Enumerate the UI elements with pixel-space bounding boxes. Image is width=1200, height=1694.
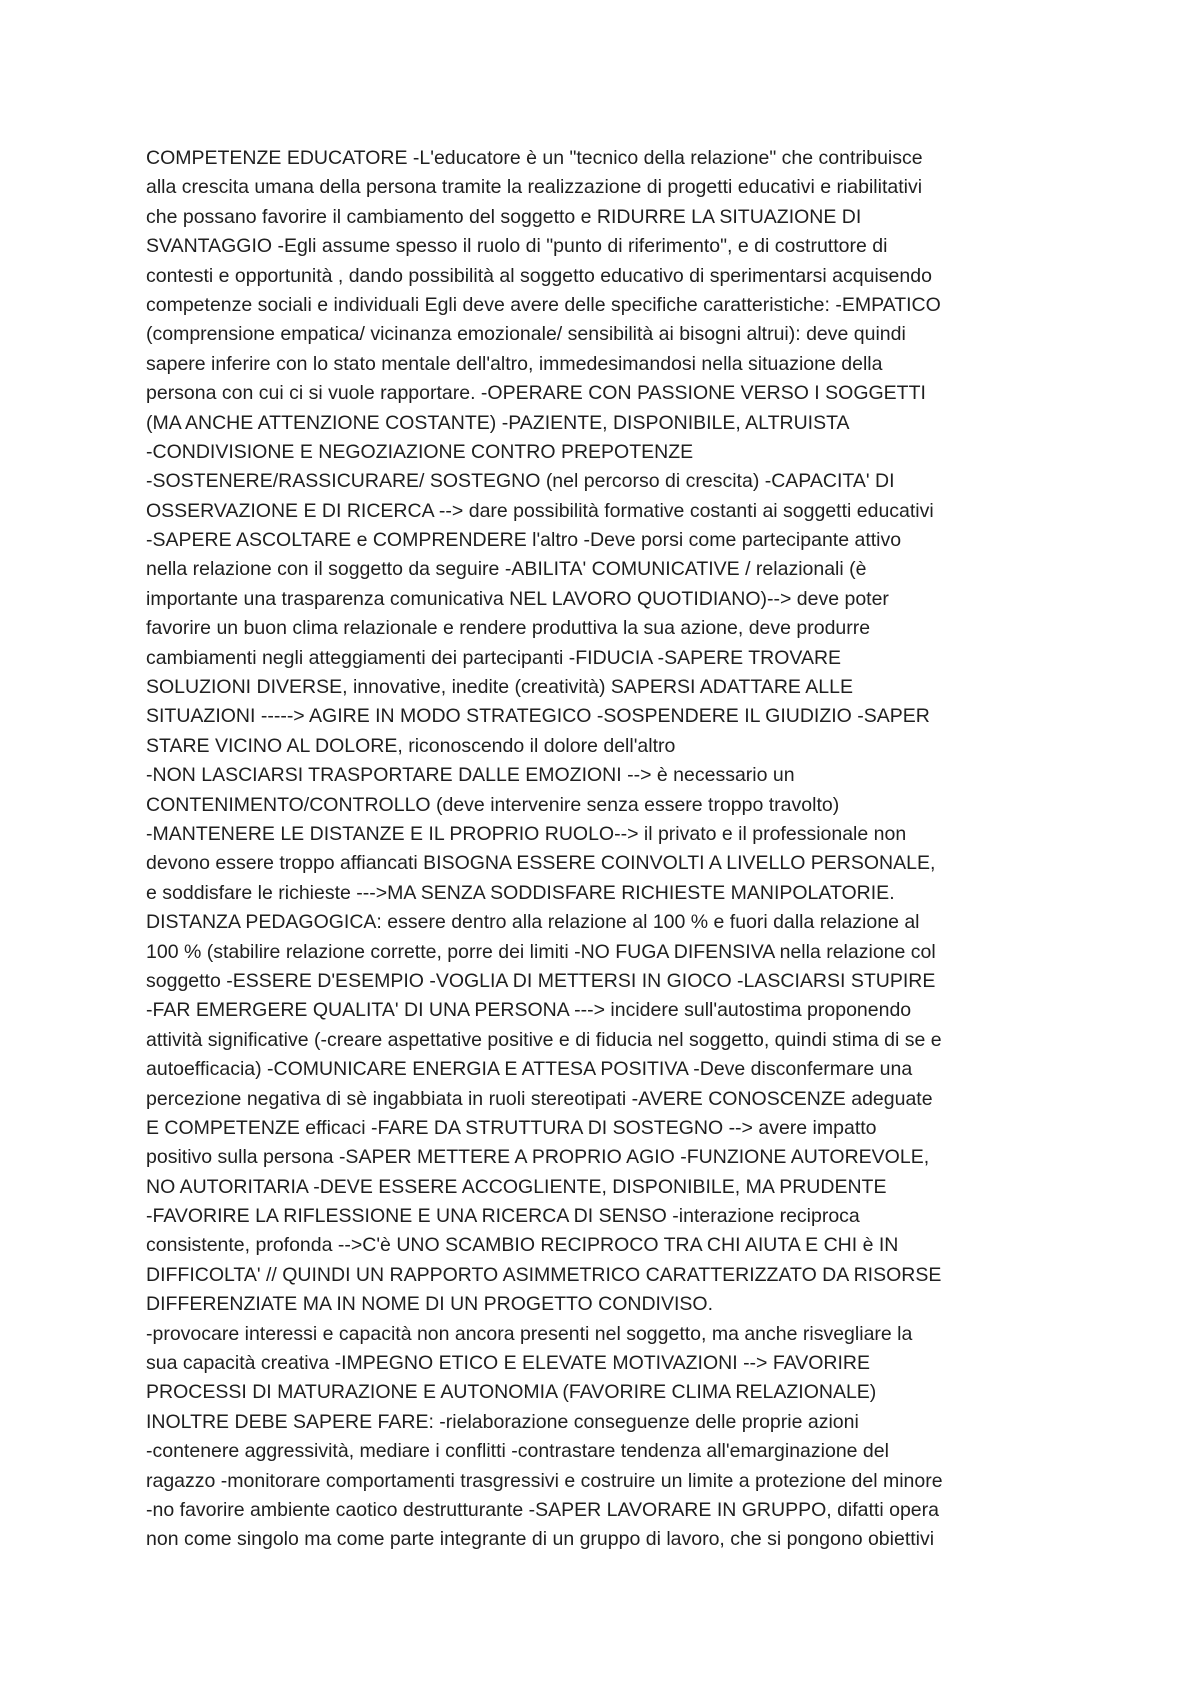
- text-line: -SOSTENERE/RASSICURARE/ SOSTEGNO (nel percorso di crescita) -CAPACITA' DI: [146, 470, 895, 493]
- text-line: PROCESSI DI MATURAZIONE E AUTONOMIA (FAVORIRE CLIMA RELAZIONALE): [146, 1381, 877, 1404]
- text-line: persona con cui ci si vuole rapportare. -OPERARE CON PASSIONE VERSO I SOGGETTI: [146, 382, 926, 405]
- text-line: percezione negativa di sè ingabbiata in ruoli stereotipati -AVERE CONOSCENZE adeguate: [146, 1087, 933, 1110]
- text-line: e soddisfare le richieste --->MA SENZA SODDISFARE RICHIESTE MANIPOLATORIE.: [146, 881, 895, 904]
- text-line: OSSERVAZIONE E DI RICERCA --> dare possibilità formative costanti ai soggetti educativi: [146, 499, 934, 522]
- text-line: NO AUTORITARIA -DEVE ESSERE ACCOGLIENTE, DISPONIBILE, MA PRUDENTE: [146, 1175, 887, 1198]
- text-line: SITUAZIONI -----> AGIRE IN MODO STRATEGICO -SOSPENDERE IL GIUDIZIO -SAPER: [146, 705, 930, 728]
- text-line: DIFFICOLTA' // QUINDI UN RAPPORTO ASIMMETRICO CARATTERIZZATO DA RISORSE: [146, 1263, 942, 1286]
- text-line: CONTENIMENTO/CONTROLLO (deve intervenire senza essere troppo travolto): [146, 793, 840, 816]
- text-line: E COMPETENZE efficaci -FARE DA STRUTTURA DI SOSTEGNO --> avere impatto: [146, 1116, 877, 1139]
- text-line: autoefficacia) -COMUNICARE ENERGIA E ATTESA POSITIVA -Deve disconfermare una: [146, 1058, 913, 1081]
- text-line: ragazzo -monitorare comportamenti trasgressivi e costruire un limite a protezione del minore: [146, 1469, 943, 1492]
- text-line: COMPETENZE EDUCATORE -L'educatore è un "tecnico della relazione" che contribuisce: [146, 147, 923, 169]
- text-line: -FAR EMERGERE QUALITA' DI UNA PERSONA ---> incidere sull'autostima proponendo: [146, 999, 912, 1022]
- text-line: STARE VICINO AL DOLORE, riconoscendo il dolore dell'altro: [146, 734, 676, 757]
- text-line: 100 % (stabilire relazione corrette, porre dei limiti -NO FUGA DIFENSIVA nella relazione col: [146, 940, 936, 963]
- text-line: devono essere troppo affiancati BISOGNA ESSERE COINVOLTI A LIVELLO PERSONALE,: [146, 852, 936, 875]
- text-line: -CONDIVISIONE E NEGOZIAZIONE CONTRO PREPOTENZE: [146, 440, 694, 463]
- text-line: positivo sulla persona -SAPER METTERE A PROPRIO AGIO -FUNZIONE AUTOREVOLE,: [146, 1146, 930, 1169]
- document-body-text: [146, 144, 1076, 1555]
- text-line: consistente, profonda -->C'è UNO SCAMBIO RECIPROCO TRA CHI AIUTA E CHI è IN: [146, 1234, 899, 1257]
- text-line: DISTANZA PEDAGOGICA: essere dentro alla relazione al 100 % e fuori dalla relazione al: [146, 911, 920, 934]
- text-line: -SAPERE ASCOLTARE e COMPRENDERE l'altro -Deve porsi come partecipante attivo: [146, 529, 902, 552]
- text-line: soggetto -ESSERE D'ESEMPIO -VOGLIA DI METTERSI IN GIOCO -LASCIARSI STUPIRE: [146, 969, 936, 992]
- text-line: importante una trasparenza comunicativa NEL LAVORO QUOTIDIANO)--> deve poter: [146, 587, 889, 610]
- text-line: DIFFERENZIATE MA IN NOME DI UN PROGETTO CONDIVISO.: [146, 1293, 713, 1316]
- text-line: (MA ANCHE ATTENZIONE COSTANTE) -PAZIENTE, DISPONIBILE, ALTRUISTA: [146, 411, 850, 434]
- text-line: non come singolo ma come parte integrante di un gruppo di lavoro, che si pongono obiettivi: [146, 1528, 935, 1551]
- text-line: favorire un buon clima relazionale e rendere produttiva la sua azione, deve produrre: [146, 617, 871, 640]
- text-line: contesti e opportunità , dando possibilità al soggetto educativo di sperimentarsi acquisendo: [146, 264, 932, 287]
- text-line: competenze sociali e individuali Egli deve avere delle specifiche caratteristiche: -EMPATICO: [146, 293, 941, 316]
- text-line: alla crescita umana della persona tramite la realizzazione di progetti educativi e riabilitativi: [146, 176, 923, 199]
- text-line: SOLUZIONI DIVERSE, innovative, inedite (creatività) SAPERSI ADATTARE ALLE: [146, 676, 853, 699]
- text-line: -provocare interessi e capacità non ancora presenti nel soggetto, ma anche risvegliare la: [146, 1322, 913, 1345]
- text-line: -MANTENERE LE DISTANZE E IL PROPRIO RUOLO--> il privato e il professionale non: [146, 822, 907, 845]
- text-line: sua capacità creativa -IMPEGNO ETICO E ELEVATE MOTIVAZIONI --> FAVORIRE: [146, 1352, 871, 1375]
- text-line: INOLTRE DEBE SAPERE FARE: -rielaborazione conseguenze delle proprie azioni: [146, 1410, 859, 1433]
- text-line: -contenere aggressività, mediare i conflitti -contrastare tendenza all'emarginazione del: [146, 1440, 889, 1463]
- text-line: nella relazione con il soggetto da seguire -ABILITA' COMUNICATIVE / relazionali (è: [146, 558, 867, 581]
- text-line: SVANTAGGIO -Egli assume spesso il ruolo di "punto di riferimento", e di costruttore di: [146, 235, 888, 258]
- text-line: sapere inferire con lo stato mentale dell'altro, immedesimandosi nella situazione della: [146, 352, 883, 375]
- text-line: che possano favorire il cambiamento del soggetto e RIDURRE LA SITUAZIONE DI: [146, 205, 862, 228]
- text-line: -FAVORIRE LA RIFLESSIONE E UNA RICERCA DI SENSO -interazione reciproca: [146, 1205, 860, 1228]
- text-line: attività significative (-creare aspettative positive e di fiducia nel soggetto, quindi stima di se e: [146, 1028, 942, 1051]
- text-line: -NON LASCIARSI TRASPORTARE DALLE EMOZIONI --> è necessario un: [146, 764, 795, 787]
- text-line: cambiamenti negli atteggiamenti dei partecipanti -FIDUCIA -SAPERE TROVARE: [146, 646, 842, 669]
- text-line: (comprensione empatica/ vicinanza emozionale/ sensibilità ai bisogni altrui): deve quindi: [146, 323, 906, 346]
- text-line: -no favorire ambiente caotico destrutturante -SAPER LAVORARE IN GRUPPO, difatti opera: [146, 1498, 939, 1521]
